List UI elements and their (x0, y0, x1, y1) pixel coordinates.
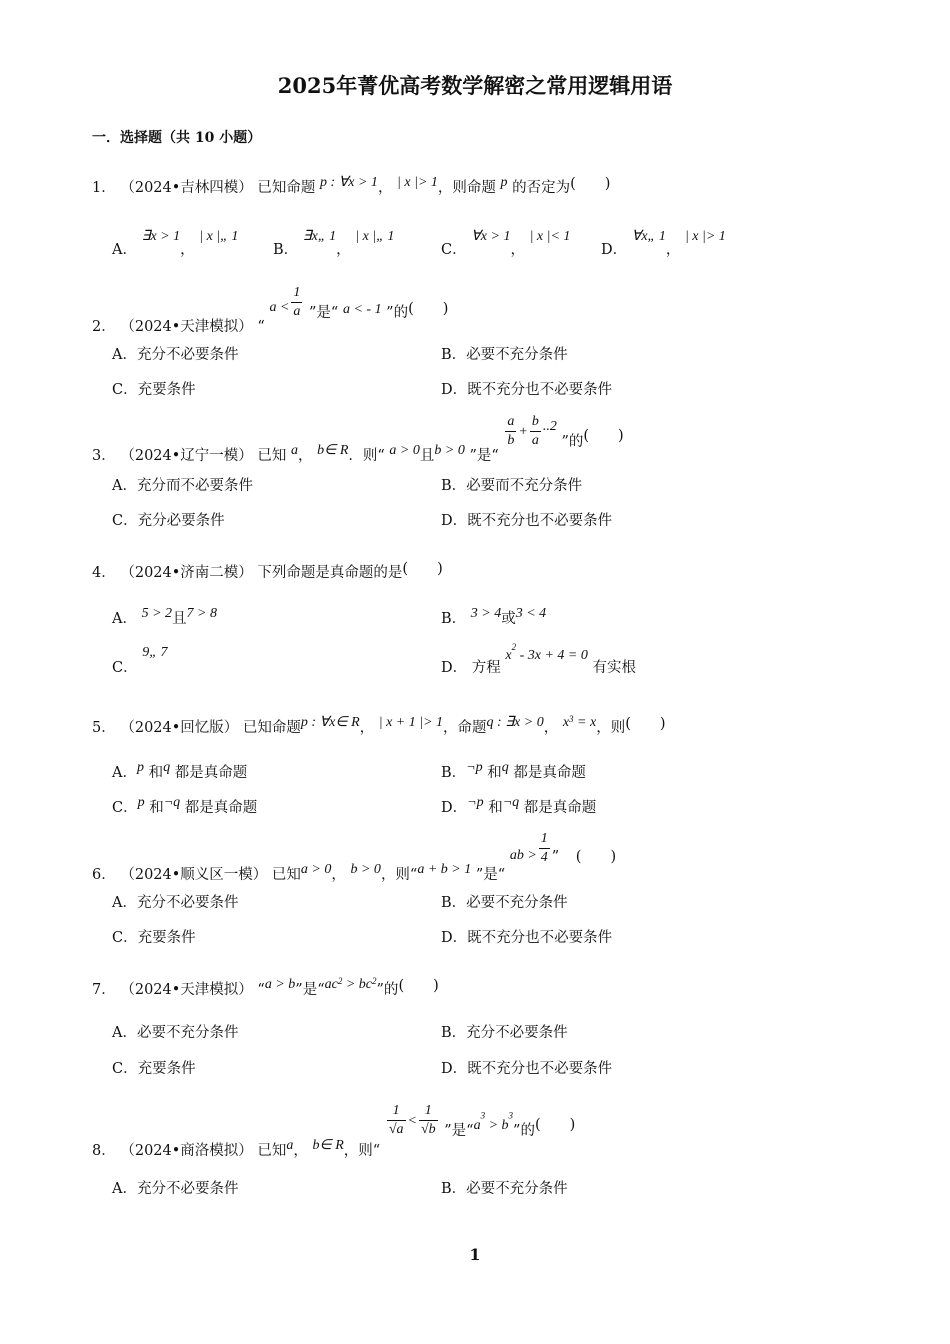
math-expr: p : ∀x > 1 (320, 175, 378, 190)
option-7a: A．必要不充分条件 (112, 1025, 239, 1041)
question-3: 3． （2024•辽宁一模） 已知 a， b∈ R．则“ a > 0且b > 0 ”是“ $\frac{a}{b}$ + $\frac{b}{a}$ ..2 ”的( ) (92, 414, 624, 464)
option-3b: B．必要而不充分条件 (441, 478, 583, 494)
question-source: （2024•回忆版） (120, 720, 239, 736)
option-4b: B． 3 > 4或3 < 4 (441, 606, 547, 627)
option-1a: A． ∃x > 1， | x |„ 1 (112, 229, 239, 258)
question-source: （2024•天津模拟） (120, 982, 253, 998)
math-expr: a < - 1 (342, 301, 382, 317)
page-number: 1 (469, 1245, 481, 1264)
section-heading: 一．选择题（共 10 小题） (92, 130, 262, 146)
option-5a: A．p 和q 都是真命题 (112, 760, 248, 781)
answer-blank: ( ) (575, 848, 617, 865)
option-2b: B．必要不充分条件 (441, 347, 568, 363)
option-5b: B．¬p 和q 都是真命题 (441, 760, 586, 781)
question-number: 1． (92, 180, 116, 196)
option-1c: C． ∀x > 1， | x |< 1 (441, 229, 571, 258)
option-6a: A．充分不必要条件 (112, 895, 239, 911)
option-5d: D．¬p 和¬q 都是真命题 (441, 795, 597, 816)
option-4d: D． 方程 $x^2 - 3x + 4 = 0$ 有实根 (441, 642, 636, 676)
question-source: （2024•顺义区一模） (120, 866, 268, 883)
question-source: （2024•济南二模） (120, 565, 253, 581)
fraction: $\frac{b}{a}$ (531, 414, 539, 448)
option-2c: C．充要条件 (112, 382, 196, 398)
question-number: 3． (92, 447, 116, 464)
option-7b: B．充分不必要条件 (441, 1025, 568, 1041)
option-6d: D．既不充分也不必要条件 (441, 930, 613, 946)
question-number: 2． (92, 318, 116, 335)
question-7: 7． （2024•天津模拟） “a > b”是“$ac^2 > bc^2$”的( ) (92, 976, 439, 998)
option-8a: A．充分不必要条件 (112, 1181, 239, 1197)
option-2a: A．充分不必要条件 (112, 347, 239, 363)
fraction: $\frac{1}{a}$ (293, 285, 301, 319)
option-4c: C． 9„ 7 (112, 645, 168, 676)
fraction: $\frac{a}{b}$ (507, 414, 515, 448)
option-8b: B．必要不充分条件 (441, 1181, 568, 1197)
option-5c: C．p 和¬q 都是真命题 (112, 795, 258, 816)
question-1: 1． （2024•吉林四模） 已知命题 p : ∀x > 1， | x |> 1，则命题 p 的否定为( ) (92, 175, 611, 196)
option-2d: D．既不充分也不必要条件 (441, 382, 613, 398)
question-number: 6． (92, 866, 116, 883)
question-4: 4． （2024•济南二模） 下列命题是真命题的是( ) (92, 561, 443, 581)
question-text: 已知命题 (257, 180, 316, 196)
answer-blank: ( ) (570, 176, 611, 192)
question-6: 6． （2024•顺义区一模） 已知a > 0， b > 0，则“a + b > 1 ”是“ ab > $\frac{1}{4}$ ” ( ) (92, 831, 617, 883)
question-2: 2． （2024•天津模拟） “ a < $\frac{1}{a}$ ”是“ a < - 1 ”的( ) (92, 285, 449, 335)
answer-blank: ( ) (583, 427, 624, 444)
answer-blank: ( ) (625, 716, 666, 732)
answer-blank: ( ) (402, 561, 443, 577)
fraction: $\frac{1}{4}$ (540, 831, 548, 865)
fraction: $\frac{1}{√a}$ (388, 1103, 404, 1137)
question-source: （2024•辽宁一模） (120, 447, 253, 464)
option-3c: C．充分必要条件 (112, 513, 225, 529)
option-7c: C．充要条件 (112, 1061, 196, 1077)
math-expr: a < (269, 299, 290, 315)
fraction: $\frac{1}{√b}$ (420, 1103, 436, 1137)
math-expr: p (500, 175, 508, 190)
answer-blank: ( ) (398, 978, 439, 994)
question-number: 7． (92, 982, 116, 998)
option-1d: D． ∀x„ 1， | x |> 1 (601, 229, 726, 258)
question-number: 4． (92, 565, 116, 581)
option-7d: D．既不充分也不必要条件 (441, 1061, 613, 1077)
question-8: 8． （2024•商洛模拟） 已知a， b∈ R，则“ $\frac{1}{√a}$ < $\frac{1}{√b}$ ”是“$a^3 > b^3$”的( ) (92, 1103, 576, 1159)
option-6b: B．必要不充分条件 (441, 895, 568, 911)
answer-blank: ( ) (534, 1116, 576, 1133)
option-1b: B． ∃x„ 1， | x |„ 1 (273, 229, 395, 258)
question-number: 5． (92, 720, 116, 736)
question-5: 5． （2024•回忆版） 已知命题p : ∀x∈ R， | x + 1 |> 1，命题q : ∃x > 0， $x^3 = x$，则( ) (92, 714, 666, 736)
math-expr: | x |> 1 (397, 175, 438, 190)
answer-blank: ( ) (408, 300, 449, 317)
page-title: 2025年菁优高考数学解密之常用逻辑用语 (277, 73, 673, 98)
option-3a: A．充分而不必要条件 (112, 478, 253, 494)
option-3d: D．既不充分也不必要条件 (441, 513, 613, 529)
option-6c: C．充要条件 (112, 930, 196, 946)
option-4a: A． 5 > 2且7 > 8 (112, 606, 217, 627)
question-source: （2024•吉林四模） (120, 180, 253, 196)
question-number: 8． (92, 1142, 116, 1159)
question-source: （2024•天津模拟） (120, 318, 253, 335)
question-source: （2024•商洛模拟） (120, 1142, 253, 1159)
